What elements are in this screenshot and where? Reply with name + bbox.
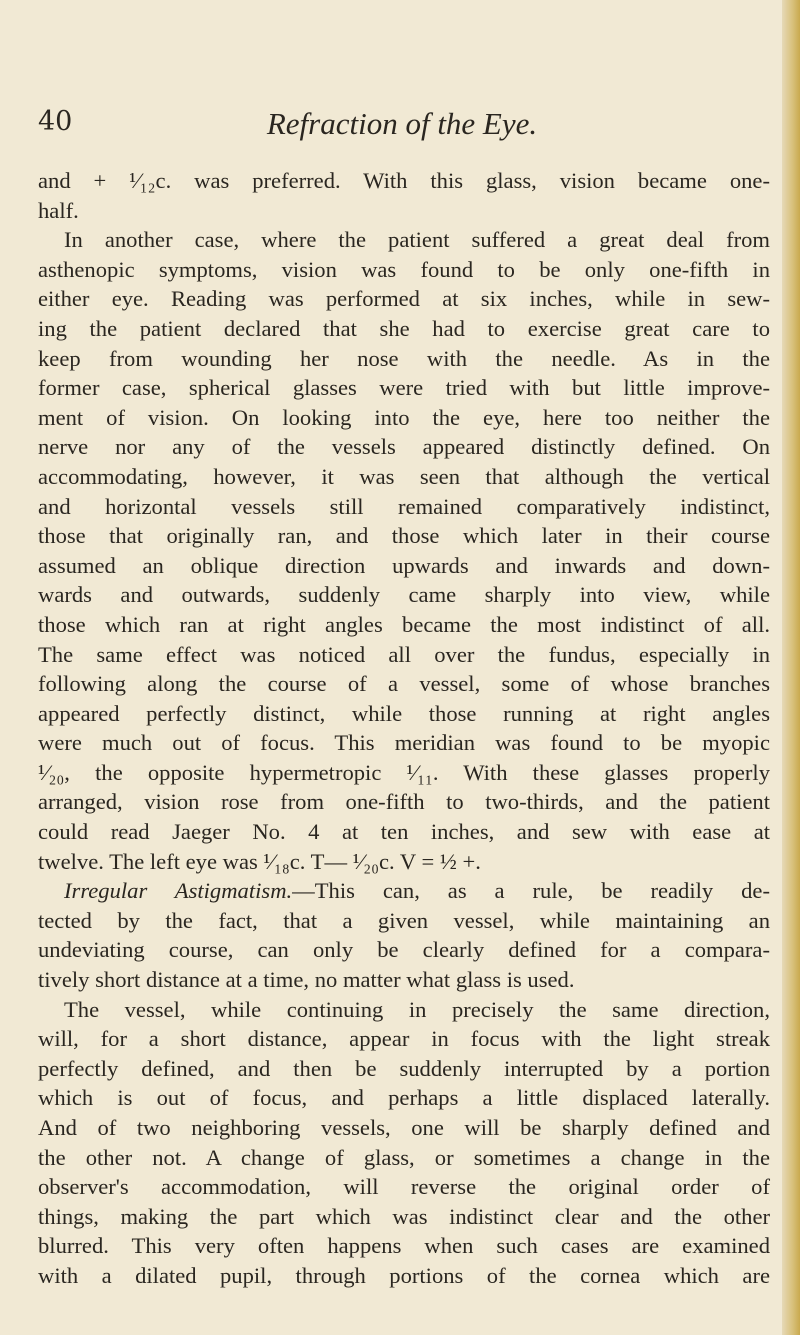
- paragraph-start-line: In another case, where the patient suffered a great deal from: [64, 227, 770, 253]
- paragraph-start-line: The vessel, while continuing in precisely the same direction,: [64, 996, 770, 1022]
- section-heading-line: [38, 876, 770, 906]
- page-header: [38, 106, 766, 146]
- text-line: And of two neighboring vessels, one will be sharply defined and: [38, 1115, 770, 1140]
- text-line: twelve. The left eye was ¹⁄₁₈c. T— ¹⁄₂₀c. V = ½ +.: [38, 848, 481, 874]
- text-line: which is out of focus, and perhaps a little displaced laterally.: [38, 1085, 770, 1111]
- text-line: former case, spherical glasses were tried with but little improve-: [38, 375, 770, 401]
- text-line: with a dilated pupil, through portions of the cornea which are: [38, 1262, 770, 1288]
- text-line: observer's accommodation, will reverse the original order of: [38, 1174, 770, 1200]
- text-line: tively short distance at a time, no matter what glass is used.: [38, 967, 575, 993]
- text-line: wards and outwards, suddenly came sharply into view, while: [38, 582, 770, 608]
- text-line: assumed an oblique direction upwards and inwards and down-: [38, 552, 770, 578]
- text-line: ment of vision. On looking into the eye, here too neither the: [38, 404, 770, 430]
- text-line: appeared perfectly distinct, while those running at right angles: [38, 700, 770, 726]
- text-line: either eye. Reading was performed at six inches, while in sew-: [38, 286, 770, 312]
- text-line: perfectly defined, and then be suddenly interrupted by a portion: [38, 1055, 770, 1081]
- text-line: asthenopic symptoms, vision was found to be only one-fifth in: [38, 256, 770, 282]
- text-line: those which ran at right angles became the most indistinct of all.: [38, 611, 770, 637]
- text-line: following along the course of a vessel, some of whose branches: [38, 671, 770, 697]
- text-line: and horizontal vessels still remained comparatively indistinct,: [38, 493, 770, 519]
- section-heading: Irregular Astigmatism.: [64, 878, 293, 904]
- text-line: half.: [38, 197, 79, 223]
- text-line: undeviating course, can only be clearly defined for a compara-: [38, 937, 770, 963]
- text-line: could read Jaeger No. 4 at ten inches, and sew with ease at: [38, 819, 770, 845]
- page-number: 40: [38, 106, 73, 137]
- text-line: keep from wounding her nose with the needle. As in the: [38, 345, 770, 371]
- text-line: arranged, vision rose from one-fifth to two-thirds, and the patient: [38, 789, 770, 815]
- text-line: were much out of focus. This meridian was found to be myopic: [38, 730, 770, 756]
- text-line: ing the patient declared that she had to exercise great care to: [38, 315, 770, 341]
- running-title: Refraction of the Eye.: [266, 106, 538, 141]
- text-line: tected by the fact, that a given vessel, while maintaining an: [38, 907, 770, 933]
- text-line: things, making the part which was indistinct clear and the other: [38, 1203, 770, 1229]
- text-line: accommodating, however, it was seen that although the vertical: [38, 463, 770, 489]
- text-line: blurred. This very often happens when such cases are examined: [38, 1233, 770, 1259]
- text-line: nerve nor any of the vessels appeared distinctly defined. On: [38, 434, 770, 460]
- text-line: those that originally ran, and those which later in their course: [38, 523, 770, 549]
- page-edge: [782, 0, 800, 1335]
- text-line: the other not. A change of glass, or sometimes a change in the: [38, 1144, 770, 1170]
- text-line: ¹⁄₂₀, the opposite hypermetropic ¹⁄₁₁. With these glasses properly: [38, 759, 770, 785]
- text-line: and + ¹⁄₁₂c. was preferred. With this glass, vision became one-: [38, 168, 770, 193]
- text-line: The same effect was noticed all over the fundus, especially in: [38, 641, 770, 667]
- body-text: [38, 166, 770, 1291]
- text-line: will, for a short distance, appear in focus with the light streak: [38, 1026, 770, 1052]
- section-heading-continuation: —This can, as a rule, be readily de-: [292, 878, 770, 904]
